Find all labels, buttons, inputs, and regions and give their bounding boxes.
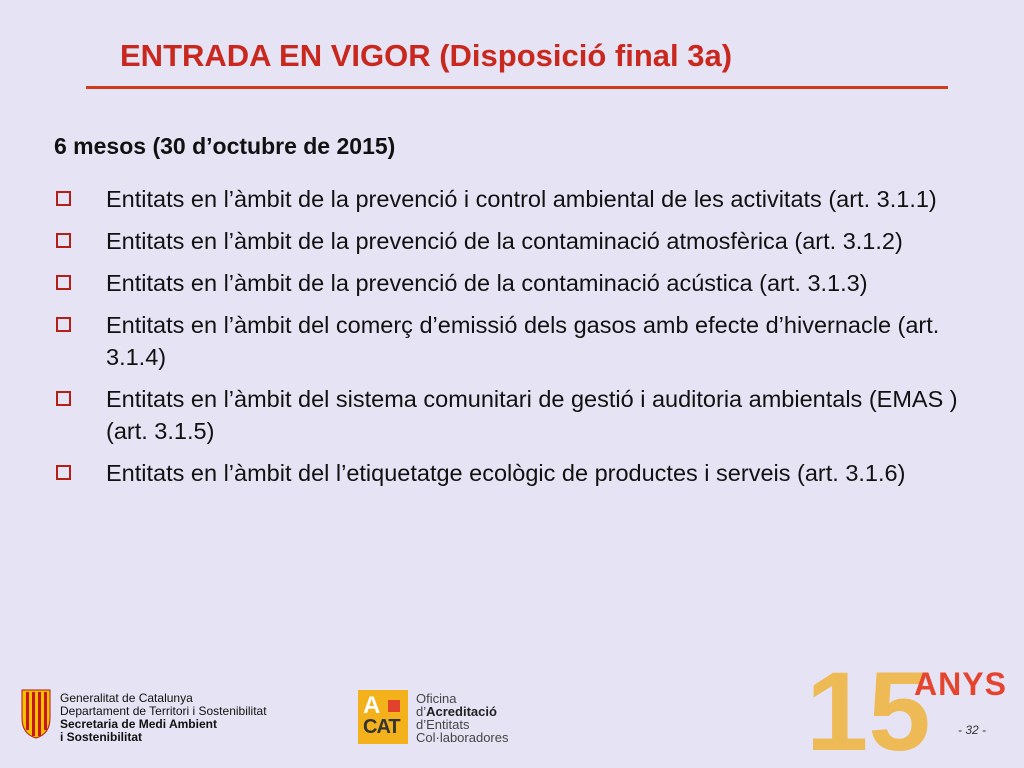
acat-line2-prefix: d’ xyxy=(416,704,427,719)
gencat-line: i Sostenibilitat xyxy=(60,730,143,744)
acat-line: Oficina xyxy=(416,691,457,706)
bullet-list xyxy=(54,183,984,499)
acat-logo-dot xyxy=(388,700,400,712)
page-number: - 32 - xyxy=(958,723,987,737)
bullet-text: Entitats en l’àmbit del l’etiquetatge ecològic de productes i serveis (art. 3.1.6) xyxy=(106,460,906,486)
anniversary-word: ANYS xyxy=(914,666,1007,702)
acat-text xyxy=(416,692,509,744)
anniversary-number: 15 xyxy=(806,649,931,768)
gencat-line: Departament de Territori i Sostenibilitat xyxy=(60,704,267,718)
anniversary-number-graphic xyxy=(806,649,931,768)
bullet-item xyxy=(54,225,984,257)
gencat-line: Generalitat de Catalunya xyxy=(60,691,193,705)
bullet-item xyxy=(54,267,984,299)
bullet-item xyxy=(54,183,984,215)
hollow-square-icon xyxy=(56,317,71,332)
acat-logo-a: A xyxy=(363,692,381,719)
hollow-square-icon xyxy=(56,191,71,206)
bullet-text: Entitats en l’àmbit de la prevenció de la contaminació atmosfèrica (art. 3.1.2) xyxy=(106,228,903,254)
bullet-item xyxy=(54,309,984,373)
acat-line: Col·laboradores xyxy=(416,730,509,745)
acat-logo-cat: CAT xyxy=(363,716,400,738)
acat-line2-bold: Acreditació xyxy=(426,704,497,719)
gencat-line: Secretaria de Medi Ambient xyxy=(60,717,217,731)
gencat-text xyxy=(60,692,267,744)
bullet-text: Entitats en l’àmbit del sistema comunitari de gestió i auditoria ambientals (EMAS ) (art. 3.1.5) xyxy=(106,386,958,444)
anniversary-logo xyxy=(806,649,1007,768)
hollow-square-icon xyxy=(56,275,71,290)
hollow-square-icon xyxy=(56,233,71,248)
bullet-item xyxy=(54,457,984,489)
title-underline xyxy=(86,86,948,89)
hollow-square-icon xyxy=(56,465,71,480)
subtitle: 6 mesos (30 d’octubre de 2015) xyxy=(54,133,396,159)
slide-title: ENTRADA EN VIGOR (Disposició final 3a) xyxy=(120,38,733,73)
bullet-item xyxy=(54,383,984,447)
gencat-logo xyxy=(20,688,290,750)
bullet-text: Entitats en l’àmbit de la prevenció de la contaminació acústica (art. 3.1.3) xyxy=(106,270,868,296)
acat-line: d’Entitats xyxy=(416,717,470,732)
acat-logo-mark xyxy=(358,690,408,744)
hollow-square-icon xyxy=(56,391,71,406)
bullet-text: Entitats en l’àmbit de la prevenció i control ambiental de les activitats (art. 3.1.1) xyxy=(106,186,937,212)
acat-logo xyxy=(358,688,558,748)
catalan-flag-emblem-icon xyxy=(20,688,52,740)
bullet-text: Entitats en l’àmbit del comerç d’emissió dels gasos amb efecte d’hivernacle (art. 3.1.4) xyxy=(106,312,940,370)
